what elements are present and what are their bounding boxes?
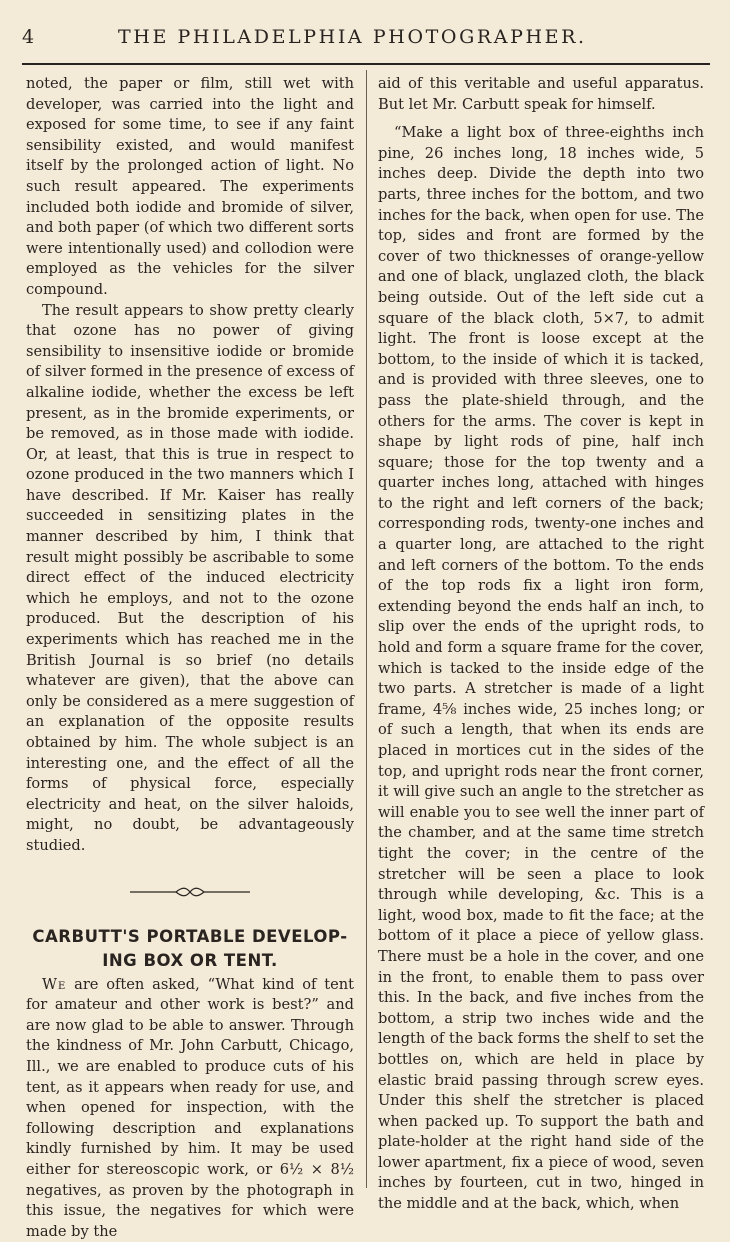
paragraph: We are often asked, “What kind of tent for amateur and other work is best?” and are now glad to be able to answer. Through the kindness of Mr. John Carbutt, Chicago, Ill., we are enabled to produce cuts of his tent, as it appears when ready for use, and when opened for inspection, with the following description and explanations kindly furnished by him. It may be used either for stereoscopic work, or 6½ × 8½ negatives, as proven by the photograph in this issue, the negatives for which were made by the	[26, 975, 354, 1240]
ornamental-divider	[130, 885, 250, 899]
page-number: 4	[22, 26, 35, 48]
left-column	[26, 74, 354, 1242]
paragraph: “Make a light box of three-eighths inch pine, 26 inches long, 18 inches wide, 5 inches deep. Divide the depth into two parts, three inches for the bottom, and two inches for the back, when open for use. The top, sides and front are formed by the cover of two thicknesses of orange-yellow and one of black, unglazed cloth, the black being outside. Out of the left side cut a square of the black cloth, 5×7, to admit light. The front is loose except at the bottom, to the inside of which it is tacked, and is provided with three sleeves, one to pass the plate-shield through, and the others for the arms. The cover is kept in shape by light rods of pine, half inch square; those for the top twenty and a quarter inches long, attached with hinges to the right and left corners of the back; corresponding rods, twenty-one inches and a quarter long, are attached to the right and left corners of the bottom. To the ends of the top rods fix a light iron form, extending beyond the ends half an inch, to slip over the ends of the upright rods, to hold and form a square frame for the cover, which is tacked to the inside edge of the two parts. A stretcher is made of a light frame, 4⅝ inches wide, 25 inches long; or of such a length, that when its ends are placed in mortices cut in the sides of the top, and upright rods near the front corner, it will give such an angle to the stretcher as will enable you to see well the inner part of the chamber, and at the same time stretch tight the cover; in the centre of the stretcher will be seen a place to look through while developing, &c. This is a light, wood box, made to fit the face; at the bottom of it place a piece of yellow glass. There must be a hole in the cover, and one in the front, to enable them to pass over this. In the back, and five inches from the bottom, a strip two inches wide and the length of the back forms the shelf to set the bottles on, which are held in place by elastic braid passing through screw eyes. Under this shelf the stretcher is placed when packed up. To support the bath and plate-holder at the right hand side of the lower apartment, fix a piece of wood, seven inches by fourteen, cut in two, hinged in the middle and at the back, which, when	[378, 124, 704, 1213]
running-header	[0, 22, 730, 56]
right-column	[378, 74, 704, 1215]
column-divider	[366, 70, 367, 1188]
lead-word: We	[42, 975, 67, 993]
section-heading: CARBUTT'S PORTABLE DEVELOP- ING BOX OR TENT.	[32, 926, 348, 970]
paragraph: The result appears to show pretty clearly that ozone has no power of giving sensibility to insensitive iodide or bromide of silver formed in the presence of excess of alkaline iodide, whether the excess be left present, as in the bromide experiments, or be removed, as in those made with iodide. Or, at least, that this is true in respect to ozone produced in the two manners which I have described. If Mr. Kaiser has really succeeded in sensitizing plates in the manner described by him, I think that result might possibly be ascribable to some direct effect of the induced electricity which he employs, and not to the ozone produced. But the description of his experiments which has reached me in the British Journal is so brief (no details whatever are given), that the above can only be considered as a mere suggestion of an explanation of the opposite results obtained by him. The whole subject is an interesting one, and the effect of all the forms of physical force, especially electricity and heat, on the silver haloids, might, no doubt, be advantageously studied.	[26, 301, 354, 854]
paragraph: noted, the paper or film, still wet with developer, was carried into the light and exposed for some time, to see if any faint sensibility existed, and would manifest itself by the prolonged action of light. No such result appeared. The experiments included both iodide and bromide of silver, and both paper (of which two different sorts were intentionally used) and collodion were employed as the vehicles for the silver compound.	[26, 75, 354, 298]
header-rule	[22, 63, 710, 65]
paragraph: aid of this veritable and useful apparatus. But let Mr. Carbutt speak for himself.	[378, 75, 704, 113]
running-title: THE PHILADELPHIA PHOTOGRAPHER.	[118, 26, 587, 48]
